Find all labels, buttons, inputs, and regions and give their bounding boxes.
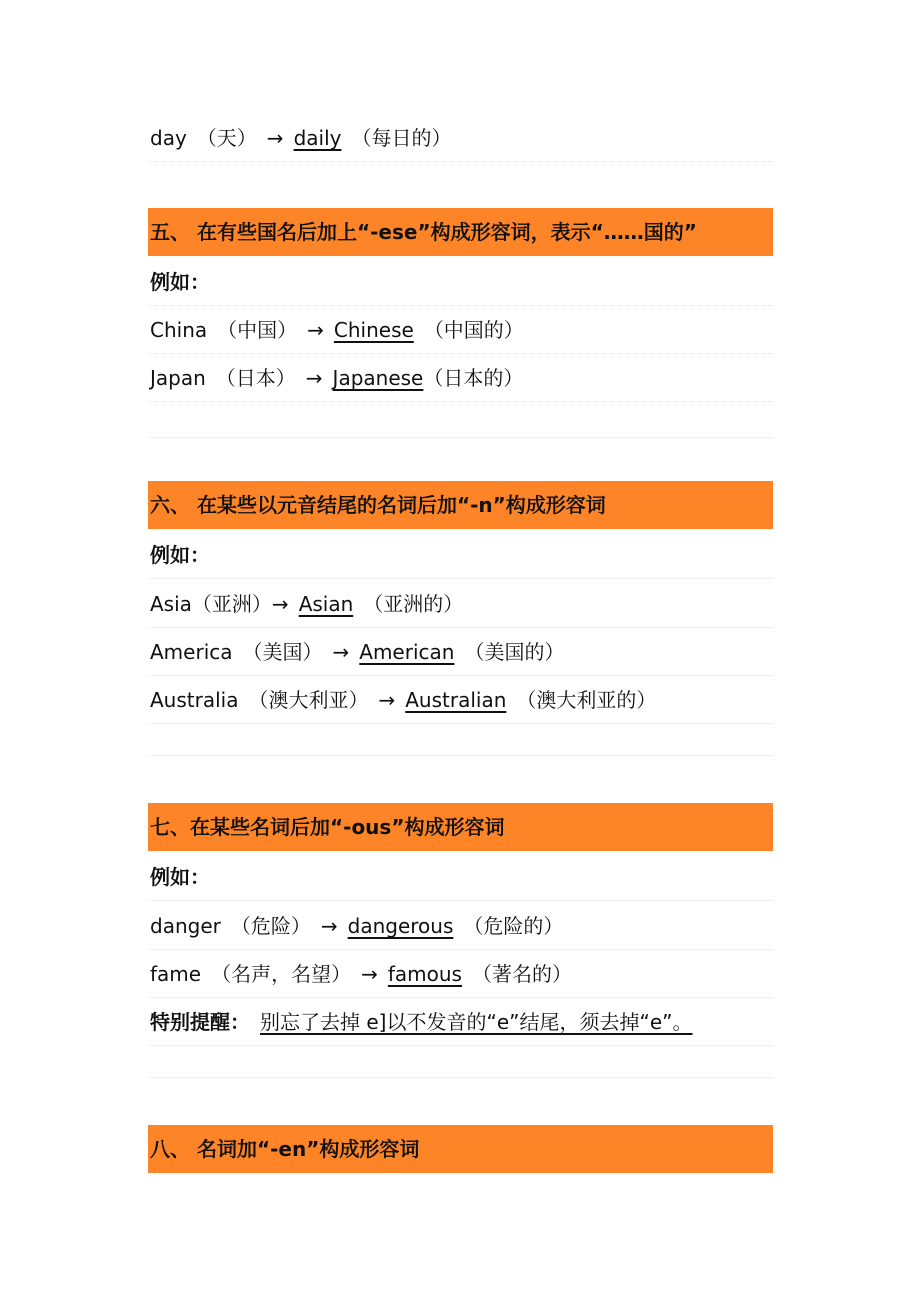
section-heading-5: 五、 在有些国名后加上“-ese”构成形容词，表示“……国的” (148, 208, 773, 256)
example-label-text: 例如： (150, 270, 210, 294)
derived-meaning: （澳大利亚的） (516, 688, 657, 712)
example-word: Australia (150, 688, 239, 712)
example-row-fame (148, 950, 773, 998)
derived-meaning: （亚洲的） (363, 592, 464, 616)
tip-text: 别忘了去掉 e]以不发音的“e”结尾，须去掉“e”。 (260, 1010, 693, 1034)
blank-line (148, 756, 773, 802)
example-word: fame (150, 962, 202, 986)
example-label-text: 例如： (150, 543, 210, 567)
blank-line (148, 1046, 773, 1078)
derived-word: Australian (405, 688, 507, 712)
example-label (148, 531, 773, 579)
example-meaning: （危险） (230, 914, 311, 938)
example-word: day (150, 126, 187, 150)
example-row-america (148, 628, 773, 676)
example-label-text: 例如： (150, 865, 210, 889)
derived-word: Japanese (332, 366, 424, 390)
section-heading-6: 六、 在某些以元音结尾的名词后加“-n”构成形容词 (148, 481, 773, 529)
example-meaning: （亚洲） (191, 592, 272, 616)
arrow: → (266, 126, 284, 150)
derived-word: daily (293, 126, 342, 150)
blank-line (148, 724, 773, 756)
arrow: → (307, 318, 324, 342)
tip-label: 特别提醒： (150, 1010, 250, 1034)
arrow: → (378, 688, 396, 712)
example-meaning: （澳大利亚） (248, 688, 369, 712)
tip-row (148, 998, 773, 1046)
arrow: → (320, 914, 338, 938)
section-heading-7: 七、在某些名词后加“-ous”构成形容词 (148, 803, 773, 851)
section-heading-8: 八、 名词加“-en”构成形容词 (148, 1125, 773, 1173)
example-word: America (150, 640, 233, 664)
example-word: China (150, 318, 208, 342)
example-row-asia (148, 580, 773, 628)
derived-meaning: （日本的） (423, 366, 524, 390)
derived-word: famous (387, 962, 462, 986)
derived-meaning: （美国的） (464, 640, 565, 664)
example-meaning: （中国） (217, 318, 298, 342)
derived-meaning: （著名的） (471, 962, 572, 986)
example-word: danger (150, 914, 221, 938)
example-meaning: （日本） (215, 366, 296, 390)
example-label (148, 258, 773, 306)
derived-meaning: （中国的） (423, 318, 524, 342)
example-meaning: （名声，名望） (211, 962, 352, 986)
example-row-japan (148, 354, 773, 402)
example-row-australia (148, 676, 773, 724)
example-word: Asia (150, 592, 192, 616)
example-meaning: （美国） (242, 640, 323, 664)
derived-meaning: （每日的） (351, 126, 452, 150)
example-row-day (148, 114, 773, 162)
blank-line (148, 438, 773, 480)
derived-word: Chinese (333, 318, 414, 342)
example-label (148, 853, 773, 901)
example-word: Japan (150, 366, 206, 390)
derived-meaning: （危险的） (463, 914, 564, 938)
derived-word: dangerous (347, 914, 454, 938)
arrow: → (271, 592, 289, 616)
arrow: → (361, 962, 378, 986)
example-row-china (148, 306, 773, 354)
arrow: → (305, 366, 323, 390)
example-row-danger (148, 902, 773, 950)
example-meaning: （天） (196, 126, 257, 150)
arrow: → (332, 640, 350, 664)
blank-line (148, 1078, 773, 1124)
derived-word: Asian (298, 592, 354, 616)
derived-word: American (359, 640, 455, 664)
blank-line (148, 402, 773, 438)
